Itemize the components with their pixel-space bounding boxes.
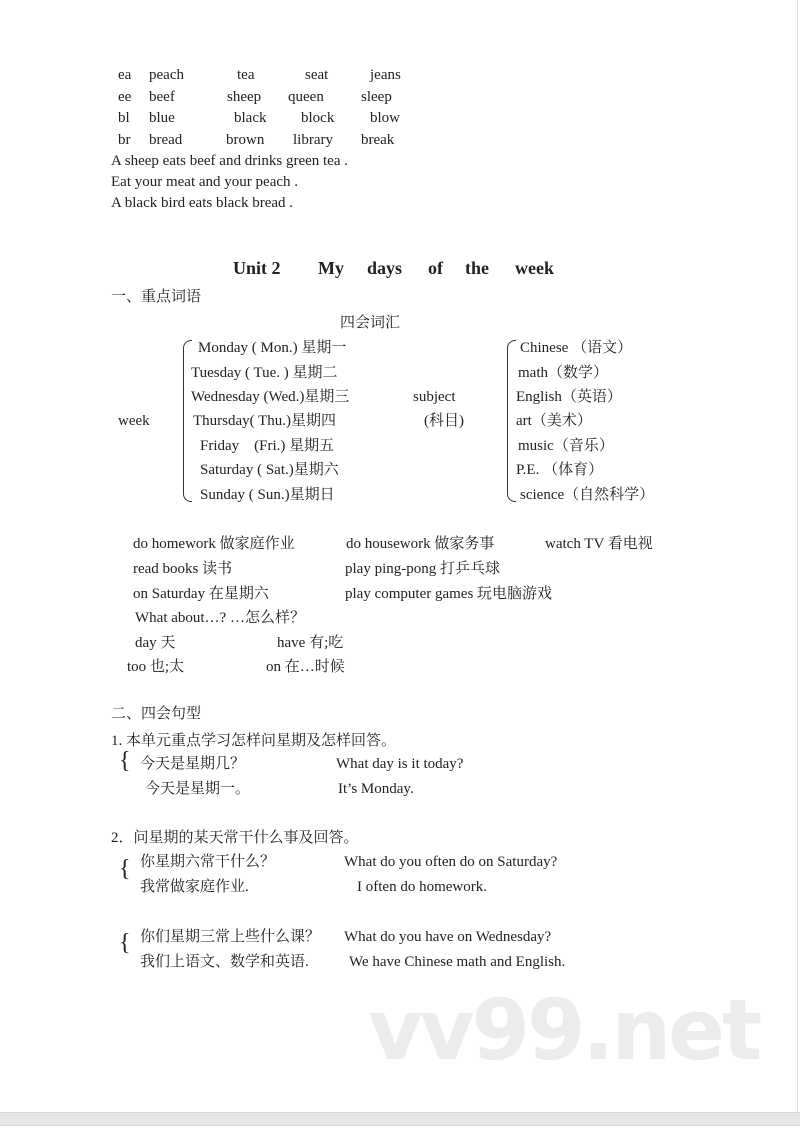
phonics-cell: jeans — [370, 67, 401, 83]
phonics-cell: ea — [118, 67, 132, 83]
sentence: Eat your meat and your peach . — [111, 174, 299, 190]
phonics-cell: blue — [149, 110, 175, 126]
item-2: 2．问星期的某天常干什么事及回答。 — [111, 830, 359, 846]
subject-cn-label: (科目) — [424, 413, 464, 429]
sentence-en: What day is it today? — [336, 756, 464, 772]
sentence-cn: 你们星期三常上些什么课？ — [140, 929, 321, 945]
phonics-cell: bl — [118, 110, 130, 126]
phonics-cell: peach — [149, 67, 184, 83]
right-brace — [507, 340, 516, 502]
phonics-cell: black — [234, 110, 267, 126]
sentence-en: We have Chinese math and English. — [349, 954, 566, 970]
phonics-cell: sleep — [361, 89, 392, 105]
sentence-cn: 今天是星期一。 — [145, 781, 251, 797]
phonics-cell: beef — [149, 89, 175, 105]
title-word: Unit 2 — [233, 258, 281, 278]
phonics-cell: sheep — [227, 89, 262, 105]
title-word: of — [428, 258, 443, 278]
subject-label: subject — [413, 389, 456, 405]
title-word: My — [318, 258, 344, 278]
phonics-cell: library — [293, 132, 333, 148]
day-item: Monday ( Mon.) 星期一 — [198, 340, 347, 356]
phonics-cell: queen — [288, 89, 324, 105]
day-item: Friday (Fri.) 星期五 — [200, 438, 335, 454]
sentence-en: It’s Monday. — [338, 781, 414, 797]
section-heading: 一、重点词语 — [111, 289, 202, 305]
sentence-en: What do you have on Wednesday? — [344, 929, 552, 945]
item-1: 1. 本单元重点学习怎样问星期及怎样回答。 — [111, 733, 397, 749]
title-word: week — [515, 258, 554, 278]
day-item: Sunday ( Sun.)星期日 — [200, 487, 335, 503]
phrase: have 有;吃 — [277, 635, 344, 651]
phonics-cell: blow — [370, 110, 400, 126]
phrase: day 天 — [135, 635, 176, 651]
sentence-cn: 我常做家庭作业. — [140, 879, 249, 895]
phrase: too 也;太 — [127, 659, 185, 675]
phonics-cell: break — [361, 132, 395, 148]
phrase: watch TV 看电视 — [545, 536, 653, 552]
phrase: do homework 做家庭作业 — [133, 536, 295, 552]
week-label: week — [118, 413, 150, 429]
phonics-cell: seat — [305, 67, 329, 83]
brace: { — [119, 856, 131, 882]
sentence-cn: 你星期六常干什么？ — [140, 854, 276, 870]
phonics-cell: ee — [118, 89, 132, 105]
sentence-cn: 我们上语文、数学和英语. — [140, 954, 309, 970]
sentence-en: I often do homework. — [357, 879, 487, 895]
phrase: on 在…时候 — [266, 659, 345, 675]
subject-item: art（美术） — [516, 413, 592, 429]
day-item: Saturday ( Sat.)星期六 — [200, 462, 339, 478]
sentence-en: What do you often do on Saturday? — [344, 854, 558, 870]
day-item: Wednesday (Wed.)星期三 — [191, 389, 350, 405]
day-item: Thursday( Thu.)星期四 — [193, 413, 337, 429]
watermark: vv99.net — [368, 981, 760, 1079]
section-heading: 二、四会句型 — [111, 706, 202, 722]
phrase: do housework 做家务事 — [346, 536, 495, 552]
sentence: A black bird eats black bread . — [111, 195, 294, 211]
title-word: days — [367, 258, 403, 278]
phonics-cell: tea — [237, 67, 255, 83]
phrase: read books 读书 — [133, 561, 233, 577]
sentence-cn: 今天是星期几？ — [140, 756, 246, 772]
subject-item: P.E. （体育） — [516, 462, 604, 478]
day-item: Tuesday ( Tue. ) 星期二 — [191, 365, 338, 381]
page-separator — [0, 1112, 800, 1126]
title-word: the — [465, 258, 489, 278]
phrase: What about…? …怎么样？ — [135, 610, 305, 626]
phonics-cell: block — [301, 110, 335, 126]
phrase: on Saturday 在星期六 — [133, 586, 269, 602]
subject-item: music（音乐） — [518, 438, 614, 454]
subheading: 四会词汇 — [340, 315, 401, 331]
phrase: play ping-pong 打乒乓球 — [345, 561, 500, 577]
subject-item: English（英语） — [516, 389, 622, 405]
subject-item: science（自然科学） — [520, 487, 655, 503]
page-edge — [797, 0, 798, 1112]
subject-item: Chinese （语文） — [520, 340, 633, 356]
phonics-cell: brown — [226, 132, 265, 148]
brace: { — [119, 930, 131, 956]
subject-item: math（数学） — [518, 365, 608, 381]
phrase: play computer games 玩电脑游戏 — [345, 586, 553, 602]
phonics-cell: br — [118, 132, 131, 148]
phonics-cell: bread — [149, 132, 183, 148]
brace: { — [119, 748, 131, 774]
sentence: A sheep eats beef and drinks green tea . — [111, 153, 348, 169]
